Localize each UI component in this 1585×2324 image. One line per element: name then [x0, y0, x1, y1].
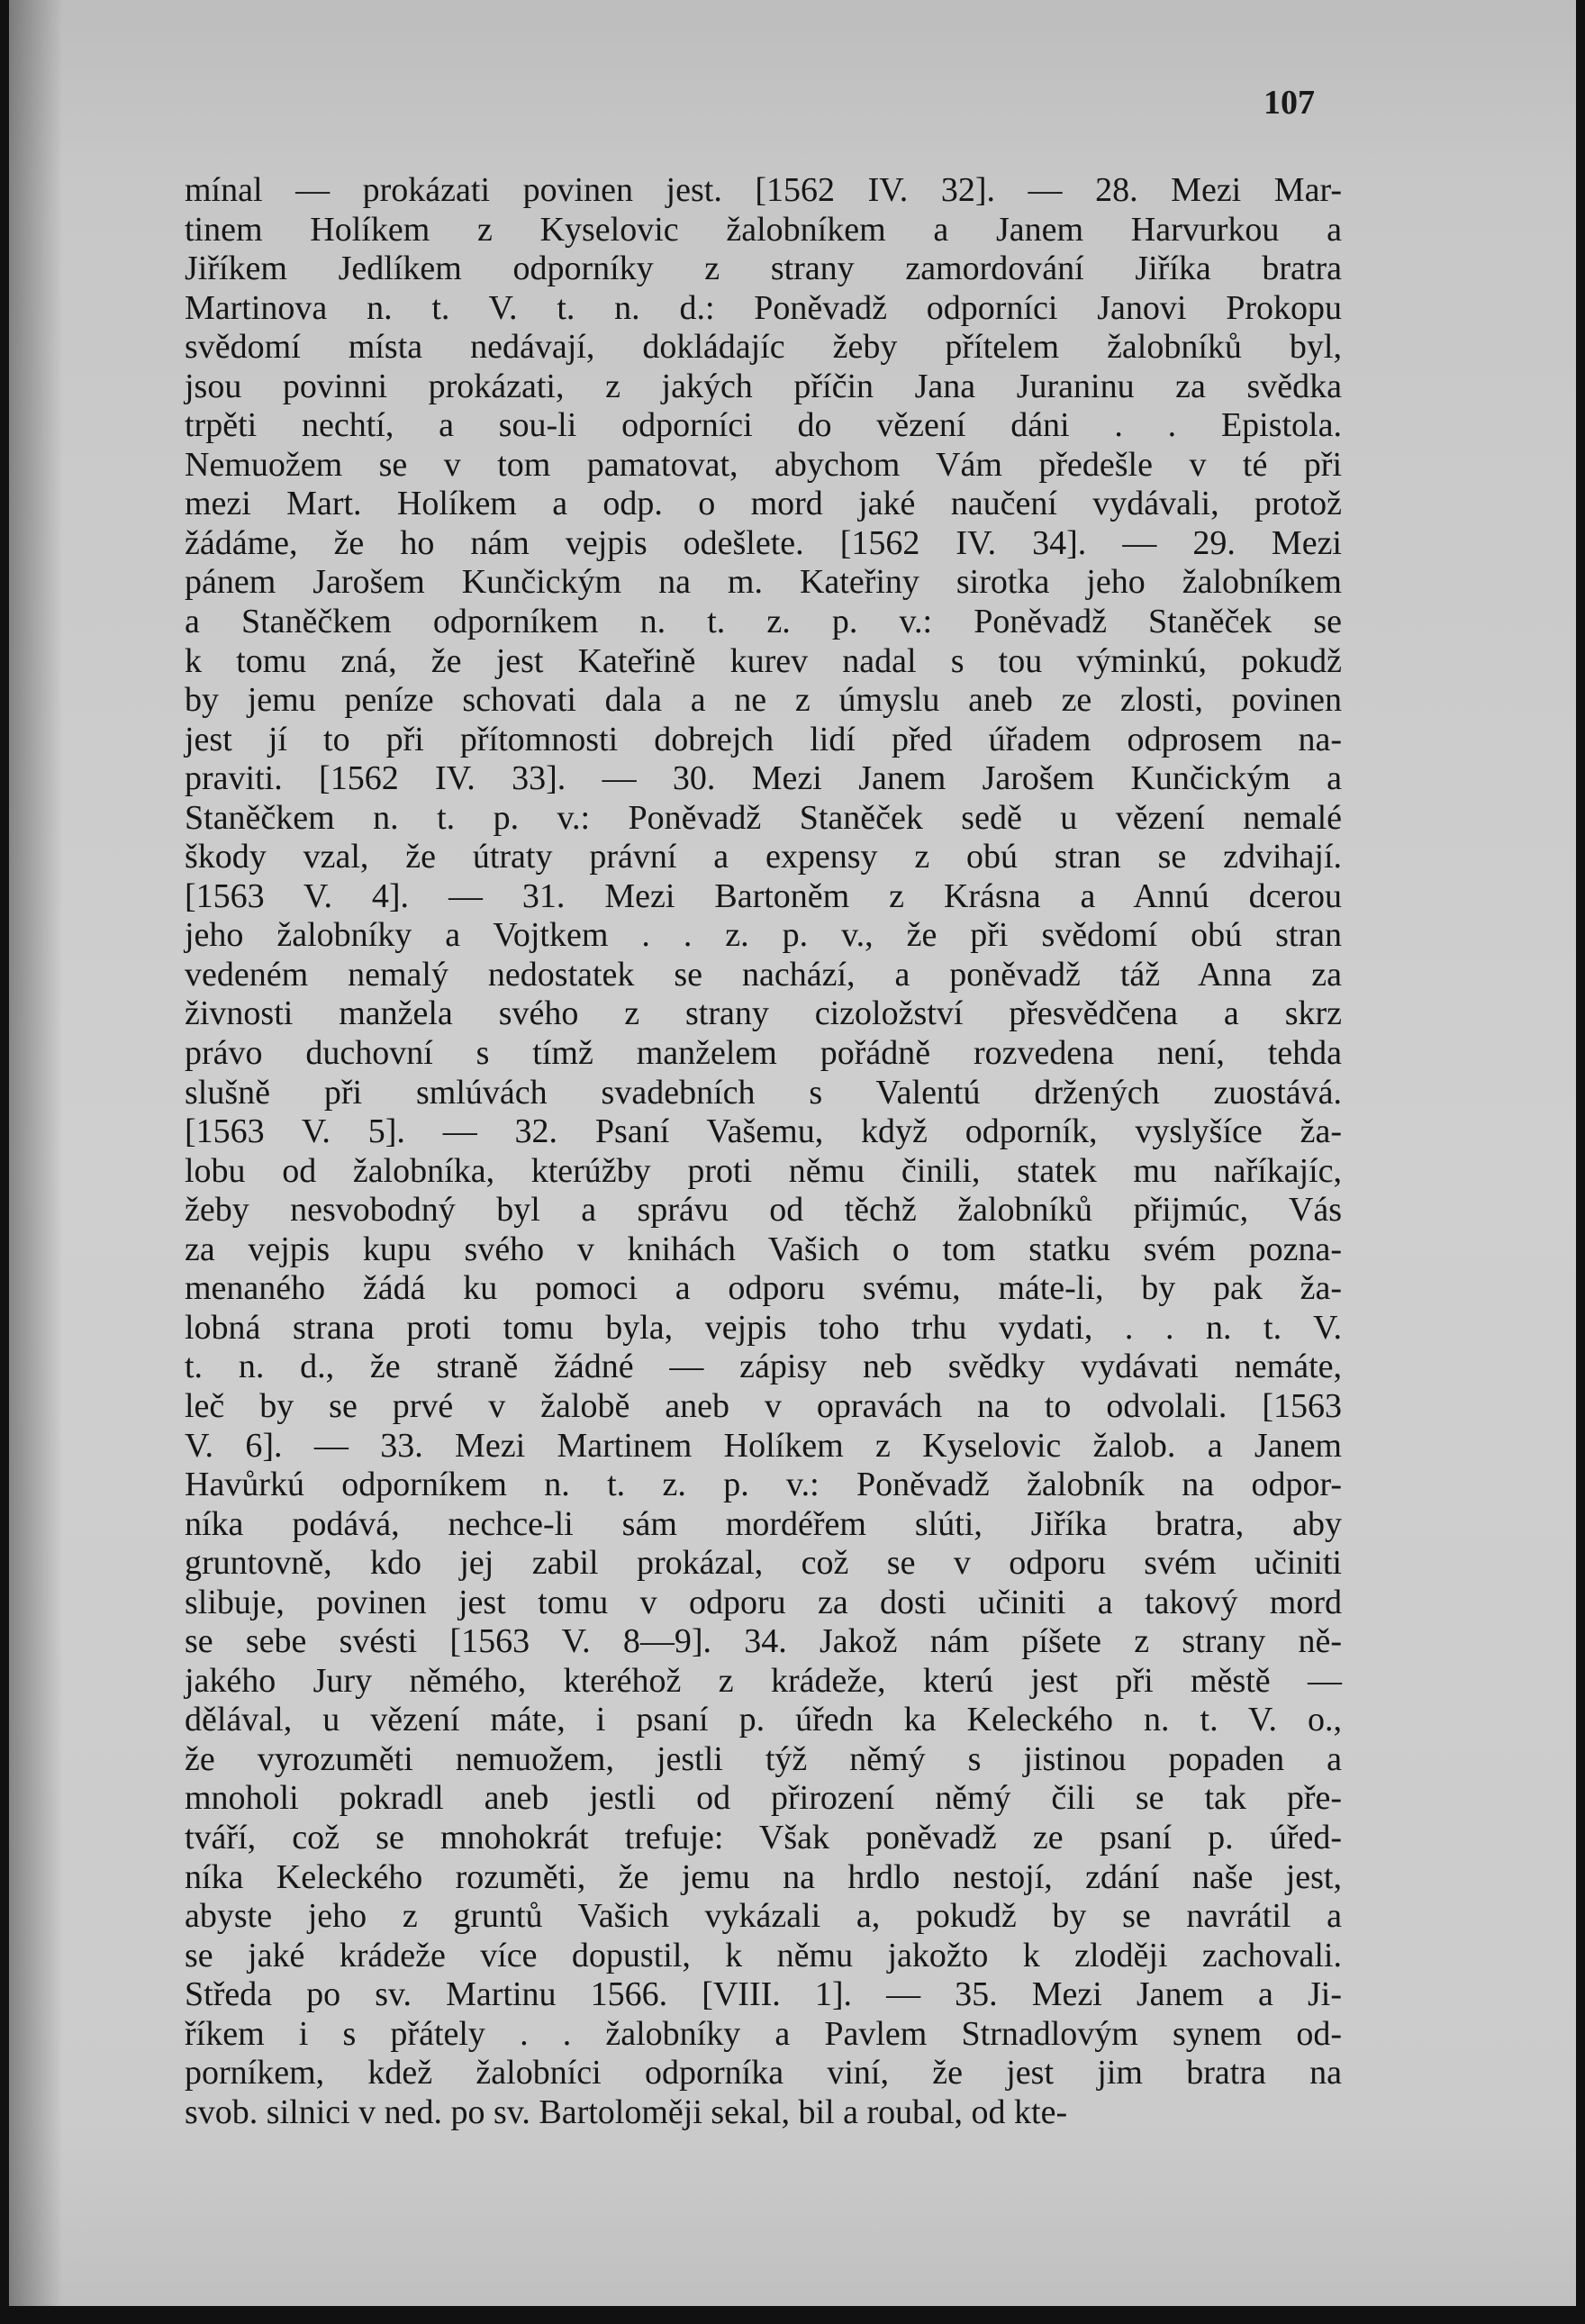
text-line: níka Keleckého rozuměti, že jemu na hrdlo nestojí, zdání naše jest,: [185, 1857, 1342, 1896]
text-line: Středa po sv. Martinu 1566. [VIII. 1]. — 35. Mezi Janem a Ji-: [185, 1975, 1342, 2014]
text-line: svědomí místa nedávají, dokládajíc žeby přítelem žalobníků byl,: [185, 328, 1342, 367]
text-line: dělával, u vězení máte, i psaní p. úředn ka Keleckého n. t. V. o.,: [185, 1701, 1342, 1739]
text-line: níka podává, nechce-li sám mordéřem slúti, Jiříka bratra, aby: [185, 1504, 1342, 1543]
text-line: žádáme, že ho nám vejpis odešlete. [1562 IV. 34]. — 29. Mezi: [185, 523, 1342, 562]
text-line: V. 6]. — 33. Mezi Martinem Holíkem z Kyselovic žalob. a Janem: [185, 1426, 1342, 1465]
body-text: [185, 171, 1342, 2132]
text-line: lobu od žalobníka, kterúžby proti němu činili, statek mu naříkajíc,: [185, 1151, 1342, 1190]
text-line: lobná strana proti tomu byla, vejpis toho trhu vydati, . . n. t. V.: [185, 1308, 1342, 1347]
text-line: jakého Jury němého, kteréhož z krádeže, kterú jest při městě —: [185, 1661, 1342, 1700]
text-line: pánem Jarošem Kunčickým na m. Kateřiny sirotka jeho žalobníkem: [185, 563, 1342, 602]
text-line: [1563 V. 4]. — 31. Mezi Bartoněm z Krásna a Annú dcerou: [185, 876, 1342, 915]
text-line: tváří, což se mnohokrát trefuje: Však poněvadž ze psaní p. úřed-: [185, 1818, 1342, 1856]
text-line: jest jí to při přítomnosti dobrejch lidí před úřadem odprosem na-: [185, 720, 1342, 758]
text-line: říkem i s přátely . . žalobníky a Pavlem Strnadlovým synem od-: [185, 2014, 1342, 2053]
text-line: slibuje, povinen jest tomu v odporu za dosti učiniti a takový mord: [185, 1583, 1342, 1621]
text-line: svob. silnici v ned. po sv. Bartoloměji sekal, bil a roubal, od kte-: [185, 2093, 1068, 2131]
binding-shadow: [9, 0, 63, 2306]
text-line: mnoholi pokradl aneb jestli od přirození němý čili se tak pře-: [185, 1779, 1342, 1818]
text-line: t. n. d., že straně žádné — zápisy neb svědky vydávati nemáte,: [185, 1348, 1342, 1386]
text-line: jeho žalobníky a Vojtkem . . z. p. v., že při svědomí obú stran: [185, 916, 1342, 955]
text-line: Havůrkú odporníkem n. t. z. p. v.: Poněvadž žalobník na odpor-: [185, 1466, 1342, 1504]
text-line: slušně při smlúvách svadebních s Valentú držených zuostává.: [185, 1073, 1342, 1112]
text-line: gruntovně, kdo jej zabil prokázal, což se v odporu svém učiniti: [185, 1544, 1342, 1583]
text-line: vedeném nemalý nedostatek se nachází, a poněvadž táž Anna za: [185, 955, 1342, 994]
text-line: právo duchovní s tímž manželem pořádně rozvedena není, tehda: [185, 1034, 1342, 1073]
page-number: 107: [1263, 84, 1315, 122]
text-line: že vyrozuměti nemuožem, jestli týž němý s jistinou popaden a: [185, 1739, 1342, 1778]
text-line: [1563 V. 5]. — 32. Psaní Vašemu, když odporník, vyslyšíce ža-: [185, 1112, 1342, 1151]
text-line: abyste jeho z gruntů Vašich vykázali a, pokudž by se navrátil a: [185, 1897, 1342, 1936]
text-line: tinem Holíkem z Kyselovic žalobníkem a Janem Harvurkou a: [185, 210, 1342, 249]
text-line: škody vzal, že útraty právní a expensy z obú stran se zdvihají.: [185, 838, 1342, 876]
text-line: menaného žádá ku pomoci a odporu svému, máte-li, by pak ža-: [185, 1269, 1342, 1308]
text-line: k tomu zná, že jest Kateřině kurev nadal s tou výminkú, pokudž: [185, 641, 1342, 680]
text-line: žeby nesvobodný byl a správu od těchž žalobníků přijmúc, Vás: [185, 1191, 1342, 1230]
text-line: by jemu peníze schovati dala a ne z úmyslu aneb ze zlosti, povinen: [185, 681, 1342, 720]
text-line: se jaké krádeže více dopustil, k němu jakožto k zloději zachovali.: [185, 1936, 1342, 1974]
text-line: Jiříkem Jedlíkem odporníky z strany zamordování Jiříka bratra: [185, 250, 1342, 288]
text-line: Martinova n. t. V. t. n. d.: Poněvadž odporníci Janovi Prokopu: [185, 288, 1342, 327]
text-line: za vejpis kupu svého v knihách Vašich o tom statku svém pozna-: [185, 1230, 1342, 1268]
text-line: leč by se prvé v žalobě aneb v opravách na to odvolali. [1563: [185, 1386, 1342, 1425]
text-line: jsou povinni prokázati, z jakých příčin Jana Juraninu za svědka: [185, 367, 1342, 405]
text-line: trpěti nechtí, a sou-li odporníci do vězení dáni . . Epistola.: [185, 406, 1342, 445]
text-line: a Staněčkem odporníkem n. t. z. p. v.: Poněvadž Staněček se: [185, 603, 1342, 641]
text-line: mezi Mart. Holíkem a odp. o mord jaké naučení vydávali, protož: [185, 485, 1342, 523]
text-line: porníkem, kdež žalobníci odporníka viní, že jest jim bratra na: [185, 2054, 1342, 2093]
text-line: Staněčkem n. t. p. v.: Poněvadž Staněček sedě u vězení nemalé: [185, 798, 1342, 837]
text-line: praviti. [1562 IV. 33]. — 30. Mezi Janem Jarošem Kunčickým a: [185, 759, 1342, 798]
text-line: mínal — prokázati povinen jest. [1562 IV. 32]. — 28. Mezi Mar-: [185, 171, 1342, 209]
scanned-page: [9, 0, 1576, 2306]
text-line: Nemuožem se v tom pamatovat, abychom Vám předešle v té při: [185, 445, 1342, 484]
text-line: živnosti manžela svého z strany cizoložství přesvědčena a skrz: [185, 994, 1342, 1033]
text-line: se sebe svésti [1563 V. 8—9]. 34. Jakož nám píšete z strany ně-: [185, 1622, 1342, 1661]
